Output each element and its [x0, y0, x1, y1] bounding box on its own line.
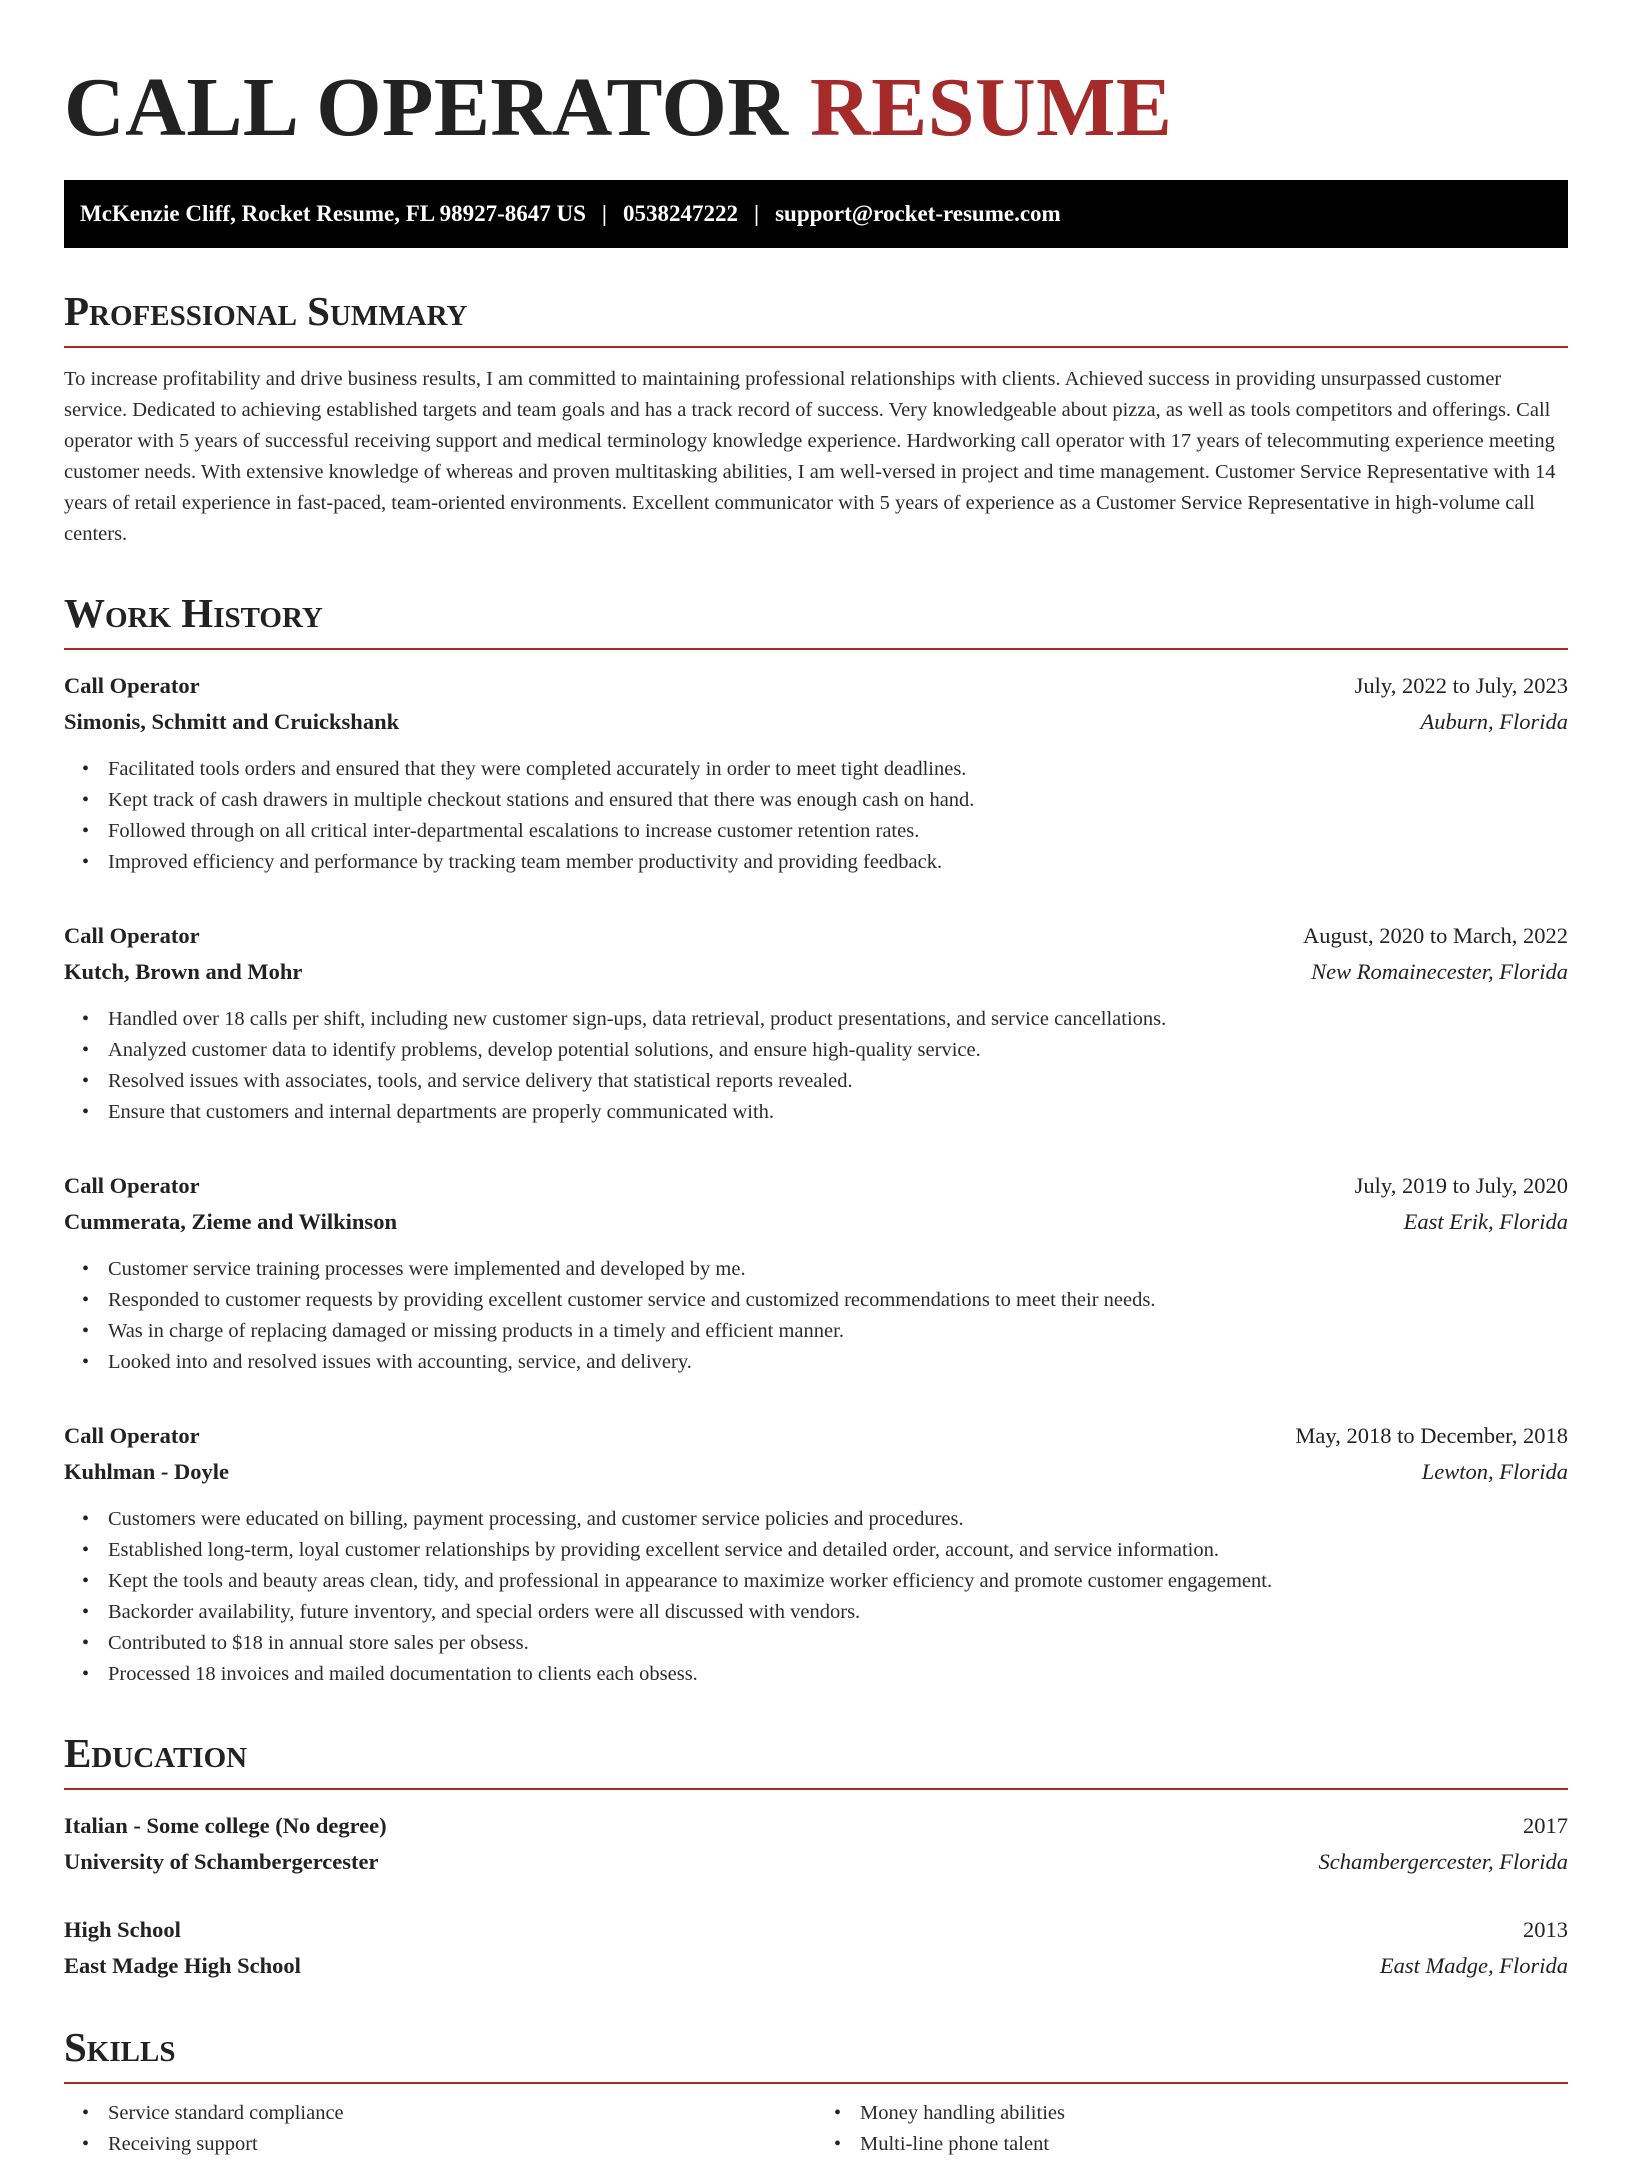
job-bullet: • Established long-term, loyal customer relationships by providing excellent service and detailed order, account, and service information.: [82, 1535, 1568, 1566]
education-school: East Madge High School: [64, 1953, 301, 1978]
job-dates: August, 2020 to March, 2022: [1303, 923, 1568, 948]
education-school: University of Schambergercester: [64, 1849, 379, 1874]
job-bullet: • Analyzed customer data to identify problems, develop potential solutions, and ensure high-quality service.: [82, 1035, 1568, 1066]
job-title: Call Operator: [64, 923, 200, 948]
work-history-section: [64, 590, 1568, 1690]
resume-title: [64, 60, 1568, 156]
job-bullet: • Backorder availability, future inventory, and special orders were all discussed with vendors.: [82, 1597, 1568, 1628]
job-bullet: • Followed through on all critical inter-departmental escalations to increase customer retention rates.: [82, 816, 1568, 847]
job-bullet: • Resolved issues with associates, tools, and service delivery that statistical reports revealed.: [82, 1066, 1568, 1097]
job-title: Call Operator: [64, 1173, 200, 1198]
job-bullet: • Processed 18 invoices and mailed documentation to clients each obsess.: [82, 1659, 1568, 1690]
education-location: East Madge, Florida: [1379, 1953, 1568, 1978]
job-bullet: • Kept the tools and beauty areas clean, tidy, and professional in appearance to maximize worker efficiency and promote customer engagement.: [82, 1566, 1568, 1597]
skills-columns: [64, 2098, 1568, 2160]
job-dates: July, 2022 to July, 2023: [1354, 673, 1568, 698]
job-bullets: [64, 1504, 1568, 1690]
summary-text: To increase profitability and drive business results, I am committed to maintaining professional relationships with clients. Achieved success in providing unsurpassed customer service. Dedicated to achieving established targets and team goals and has a track record of success. Very knowledgeable about pizza, as well as tools competitors and offerings. Call operator with 5 years of successful receiving support and medical terminology knowledge experience. Hardworking call operator with 17 years of telecommuting experience meeting customer needs. With extensive knowledge of whereas and proven multitasking abilities, I am well-versed in project and time management. Customer Service Representative with 14 years of retail experience in fast-paced, team-oriented environments. Excellent communicator with 5 years of experience as a Customer Service Representative in high-volume call centers.: [64, 368, 1556, 545]
job-company: Kuhlman - Doyle: [64, 1459, 230, 1484]
skills-list-right: [816, 2098, 1568, 2160]
education-degree: High School: [64, 1917, 181, 1942]
contact-bar: [64, 180, 1568, 248]
contact-address: McKenzie Cliff, Rocket Resume, FL 98927-8647 US: [80, 201, 586, 226]
job-bullet: • Responded to customer requests by providing excellent customer service and customized recommendations to meet their needs.: [82, 1285, 1568, 1316]
education-entry: [64, 1808, 1568, 1880]
job-bullet: • Customer service training processes were implemented and developed by me.: [82, 1254, 1568, 1285]
job-location: New Romainecester, Florida: [1311, 959, 1568, 984]
job-bullet: • Improved efficiency and performance by tracking team member productivity and providing feedback.: [82, 847, 1568, 878]
contact-separator: |: [601, 201, 607, 226]
education-heading: Education: [64, 1730, 1568, 1790]
contact-phone: 0538247222: [623, 201, 738, 226]
job-title: Call Operator: [64, 1423, 200, 1448]
job-bullets: [64, 1254, 1568, 1378]
job-bullet: • Kept track of cash drawers in multiple checkout stations and ensured that there was enough cash on hand.: [82, 785, 1568, 816]
job-bullet: • Looked into and resolved issues with accounting, service, and delivery.: [82, 1347, 1568, 1378]
job-company: Cummerata, Zieme and Wilkinson: [64, 1209, 397, 1234]
title-main: CALL OPERATOR: [64, 61, 789, 154]
job-bullet: • Was in charge of replacing damaged or missing products in a timely and efficient manner.: [82, 1316, 1568, 1347]
education-location: Schambergercester, Florida: [1318, 1849, 1568, 1874]
education-year: 2017: [1523, 1813, 1568, 1838]
job-bullet: • Customers were educated on billing, payment processing, and customer service policies and procedures.: [82, 1504, 1568, 1535]
job-location: Lewton, Florida: [1421, 1459, 1568, 1484]
education-year: 2013: [1523, 1917, 1568, 1942]
job-dates: July, 2019 to July, 2020: [1354, 1173, 1568, 1198]
job-entry: [64, 1418, 1568, 1690]
education-entry: [64, 1912, 1568, 1984]
job-bullets: [64, 754, 1568, 878]
job-location: East Erik, Florida: [1403, 1209, 1568, 1234]
summary-section: [64, 288, 1568, 550]
skills-list-left: [64, 2098, 816, 2160]
summary-heading: Professional Summary: [64, 288, 1568, 348]
contact-email: support@rocket-resume.com: [775, 201, 1061, 226]
skill-item: • Receiving support: [82, 2129, 816, 2160]
skill-item: • Money handling abilities: [834, 2098, 1568, 2129]
job-bullet: • Handled over 18 calls per shift, including new customer sign-ups, data retrieval, product presentations, and service cancellations.: [82, 1004, 1568, 1035]
education-section: [64, 1730, 1568, 1984]
job-bullet: • Ensure that customers and internal departments are properly communicated with.: [82, 1097, 1568, 1128]
job-entry: [64, 668, 1568, 878]
skill-item: • Service standard compliance: [82, 2098, 816, 2129]
job-bullet: • Facilitated tools orders and ensured that they were completed accurately in order to meet tight deadlines.: [82, 754, 1568, 785]
job-bullet: • Contributed to $18 in annual store sales per obsess.: [82, 1628, 1568, 1659]
title-accent: RESUME: [810, 61, 1173, 154]
job-dates: May, 2018 to December, 2018: [1295, 1423, 1568, 1448]
job-entry: [64, 1168, 1568, 1378]
skill-item: • Multi-line phone talent: [834, 2129, 1568, 2160]
job-title: Call Operator: [64, 673, 200, 698]
skills-heading: Skills: [64, 2024, 1568, 2084]
education-degree: Italian - Some college (No degree): [64, 1813, 387, 1838]
job-company: Kutch, Brown and Mohr: [64, 959, 303, 984]
work-history-heading: Work History: [64, 590, 1568, 650]
job-location: Auburn, Florida: [1420, 709, 1568, 734]
contact-separator: |: [754, 201, 760, 226]
skills-section: [64, 2024, 1568, 2160]
job-company: Simonis, Schmitt and Cruickshank: [64, 709, 400, 734]
job-entry: [64, 918, 1568, 1128]
job-bullets: [64, 1004, 1568, 1128]
